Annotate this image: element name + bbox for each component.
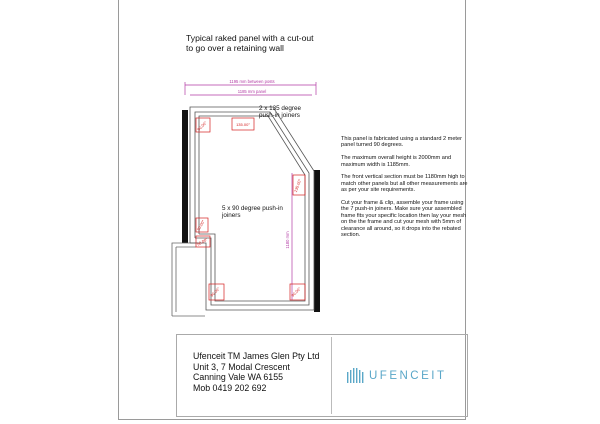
angle-label-top-left: 90.00° [196, 120, 208, 132]
angle-marker-left-1 [196, 218, 208, 232]
angle-label-left-2: 90.00° [195, 236, 209, 247]
angle-marker-right [293, 175, 305, 195]
joiner-label-top-2: push-in joiners [259, 112, 300, 119]
dimension-panel-height-label: 1180 mm [285, 231, 290, 249]
mobile-number: Mob 0419 202 692 [193, 382, 267, 393]
note-2: The maximum overall height is 2000mm and maximum width is 1185mm. [341, 155, 452, 168]
contact-divider [331, 337, 332, 414]
angle-marker-top-mid [232, 118, 254, 130]
joiner-label-top-1: 2 x 135 degree [259, 105, 302, 112]
contact-box [176, 334, 468, 417]
contact-details [193, 351, 319, 393]
dimension-panel-height [285, 173, 292, 300]
company-name: Ufenceit TM James Glen Pty Ltd [193, 351, 320, 361]
angle-label-bottom-right: 90.00° [290, 286, 302, 298]
address-line-1: Unit 3, 7 Modal Crescent [193, 361, 290, 372]
title-line-2: to go over a retaining wall [186, 43, 284, 53]
left-post [182, 110, 188, 243]
logo-text: UFENCEIT [369, 369, 447, 382]
note-3: The front vertical section must be 1180mm high to match other panels but all other measurements are as per your site requirements. [341, 174, 468, 194]
note-4: Cut your frame & clip, assemble your frame using the 7 push-in joiners. Make sure your assembled frame fits your specific location then lay your mesh on the the frame and cut your mesh with 5mm of clearance all around, so it drops into the rebated section. [341, 200, 467, 239]
ufenceit-logo [347, 368, 447, 383]
dimension-panel-width-label: 1185 mm panel [237, 89, 267, 94]
joiner-label-left-1: 5 x 90 degree push-in [222, 205, 283, 212]
angle-label-left-1: 90.00° [195, 218, 206, 232]
fence-bars-icon [347, 368, 365, 383]
dimension-panel-width [190, 89, 312, 95]
joiner-label-left-2: joiners [222, 212, 241, 219]
angle-label-bottom-left: 90.00° [209, 286, 221, 298]
angle-label-top-mid: 135.00° [236, 122, 250, 127]
retaining-wall [172, 243, 205, 316]
note-1: This panel is fabricated using a standard 2 meter panel turned 90 degrees. [341, 136, 462, 149]
title-line-1: Typical raked panel with a cut-out [186, 33, 314, 43]
address-line-2: Canning Vale WA 6155 [193, 372, 283, 382]
instruction-notes [341, 136, 469, 245]
angle-marker-top-left [196, 118, 210, 132]
right-post [314, 170, 320, 312]
dimension-between-posts-label: 1195 mm between posts [229, 79, 275, 84]
angle-label-right: 135.00° [292, 178, 303, 193]
